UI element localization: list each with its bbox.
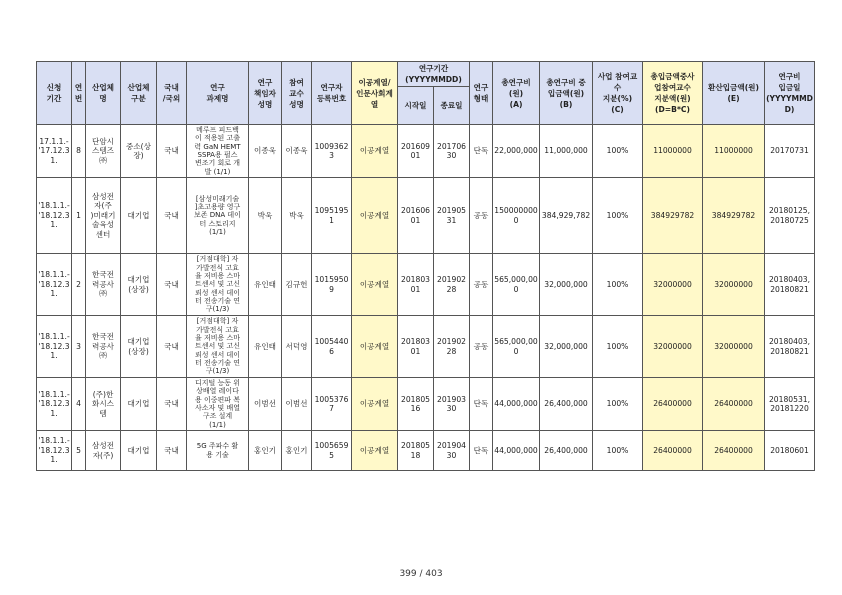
- row-pi: 박욱: [249, 178, 282, 254]
- row-converted: 26400000: [703, 378, 765, 431]
- row-field: 이공계열: [352, 178, 398, 254]
- row-start: 201805 18: [398, 431, 434, 471]
- row-prof: 박욱: [282, 178, 312, 254]
- header-no: 연 번: [72, 62, 86, 125]
- row-industry-type: 대기업 (상장): [121, 254, 157, 316]
- row-industry-name: 삼성전 자(주 )미래기 술육성 센터: [86, 178, 121, 254]
- row-industry-name: 삼성전 자(주): [86, 431, 121, 471]
- table-row: [37, 125, 815, 178]
- header-period: 신청 기간: [37, 62, 72, 125]
- row-project: [거점대학] 자 가발전식 고효 율 저비용 스마 트센서 및 고신 뢰성 센서 데이 터 전송기술 연 구(1/3): [187, 316, 249, 378]
- row-start: 201803 01: [398, 316, 434, 378]
- row-industry-name: (주)한 화시스 템: [86, 378, 121, 431]
- row-prof: 이종욱: [282, 125, 312, 178]
- row-period: '18.1.1.- '18.12.3 1.: [37, 178, 72, 254]
- row-industry-type: 대기업: [121, 378, 157, 431]
- row-prof: 이범선: [282, 378, 312, 431]
- row-start: 201805 16: [398, 378, 434, 431]
- row-form: 단독: [470, 378, 493, 431]
- row-end: 201706 30: [434, 125, 470, 178]
- row-project: 디지털 능동 위 상배열 레이다 용 이중편파 복 사소자 및 배열 구조 설계 (1/1): [187, 378, 249, 431]
- header-end: 종료일: [434, 87, 470, 125]
- row-end: 201902 28: [434, 316, 470, 378]
- row-share: 26400000: [643, 378, 703, 431]
- row-start: 201606 01: [398, 178, 434, 254]
- row-industry-type: 대기업 (상장): [121, 316, 157, 378]
- row-total: 44,000,000: [493, 431, 540, 471]
- row-share: 384929782: [643, 178, 703, 254]
- row-no: 3: [72, 316, 86, 378]
- row-reg-no: 1005659 5: [312, 431, 352, 471]
- row-pi: 유인태: [249, 316, 282, 378]
- row-field: 이공계열: [352, 316, 398, 378]
- header-project: 연구 과제명: [187, 62, 249, 125]
- row-prof: 홍인기: [282, 431, 312, 471]
- header-prof: 참여 교수 성명: [282, 62, 312, 125]
- row-prof: 서덕영: [282, 316, 312, 378]
- row-field: 이공계열: [352, 431, 398, 471]
- header-total: 총연구비 (원) (A): [493, 62, 540, 125]
- row-end: 201902 28: [434, 254, 470, 316]
- row-form: 공동: [470, 254, 493, 316]
- row-domestic: 국내: [157, 378, 187, 431]
- row-converted: 11000000: [703, 125, 765, 178]
- row-deposit-date: 20170731: [765, 125, 815, 178]
- row-pi: 이종욱: [249, 125, 282, 178]
- header-converted: 환산입금액(원) (E): [703, 62, 765, 125]
- row-ratio: 100%: [593, 316, 643, 378]
- row-industry-type: 대기업: [121, 178, 157, 254]
- row-prof: 김규헌: [282, 254, 312, 316]
- page-number: 399 / 403: [399, 569, 443, 579]
- row-no: 4: [72, 378, 86, 431]
- row-industry-name: 한국전 력공사 ㈜: [86, 316, 121, 378]
- row-ratio: 100%: [593, 125, 643, 178]
- row-deposit-date: 20180531, 20181220: [765, 378, 815, 431]
- row-total-income: 384,929,782: [540, 178, 593, 254]
- header-form: 연구 형태: [470, 62, 493, 125]
- row-ratio: 100%: [593, 378, 643, 431]
- row-project: [삼성미래기술 ]초고용량 영구 보존 DNA 데이 터 스토리지 (1/1): [187, 178, 249, 254]
- table-row: [37, 378, 815, 431]
- row-industry-name: 한국전 력공사 ㈜: [86, 254, 121, 316]
- row-end: 201905 31: [434, 178, 470, 254]
- row-industry-type: 중소(상 장): [121, 125, 157, 178]
- row-reg-no: 1009362 3: [312, 125, 352, 178]
- row-no: 1: [72, 178, 86, 254]
- row-start: 201609 01: [398, 125, 434, 178]
- row-project: 메루프 피드백 이 적용된 고출 력 GaN HEMT SSPA용 펄스 변조기 회로 개 발 (1/1): [187, 125, 249, 178]
- row-form: 단독: [470, 125, 493, 178]
- row-pi: 유인태: [249, 254, 282, 316]
- row-converted: 32000000: [703, 316, 765, 378]
- row-deposit-date: 20180403, 20180821: [765, 254, 815, 316]
- row-converted: 32000000: [703, 254, 765, 316]
- row-total-income: 26,400,000: [540, 378, 593, 431]
- row-deposit-date: 20180403, 20180821: [765, 316, 815, 378]
- header-industry-type: 산업체 구분: [121, 62, 157, 125]
- row-domestic: 국내: [157, 254, 187, 316]
- row-form: 단독: [470, 431, 493, 471]
- row-total-income: 32,000,000: [540, 254, 593, 316]
- row-project: 5G 주파수 활 용 기술: [187, 431, 249, 471]
- row-ratio: 100%: [593, 178, 643, 254]
- header-share: 총입금액중사 업참여교수 지분액(원) (D=B*C): [643, 62, 703, 125]
- row-share: 32000000: [643, 316, 703, 378]
- row-end: 201903 30: [434, 378, 470, 431]
- row-ratio: 100%: [593, 254, 643, 316]
- header-pi: 연구 책임자 성명: [249, 62, 282, 125]
- row-total-income: 11,000,000: [540, 125, 593, 178]
- header-field: 이공계열/ 인문사회계 열: [352, 62, 398, 125]
- header-domestic: 국내 /국외: [157, 62, 187, 125]
- row-total-income: 26,400,000: [540, 431, 593, 471]
- row-total: 22,000,000: [493, 125, 540, 178]
- row-domestic: 국내: [157, 316, 187, 378]
- row-field: 이공계열: [352, 254, 398, 316]
- row-domestic: 국내: [157, 178, 187, 254]
- header-total-income: 총연구비 중 입금액(원) (B): [540, 62, 593, 125]
- row-reg-no: 1005376 7: [312, 378, 352, 431]
- row-deposit-date: 20180125, 20180725: [765, 178, 815, 254]
- header-research-period: 연구기간 (YYYYMMDD): [398, 62, 470, 87]
- row-form: 공동: [470, 316, 493, 378]
- row-deposit-date: 20180601: [765, 431, 815, 471]
- row-share: 26400000: [643, 431, 703, 471]
- row-share: 11000000: [643, 125, 703, 178]
- row-no: 8: [72, 125, 86, 178]
- row-domestic: 국내: [157, 125, 187, 178]
- row-total: 44,000,000: [493, 378, 540, 431]
- row-share: 32000000: [643, 254, 703, 316]
- row-reg-no: 1095195 1: [312, 178, 352, 254]
- row-industry-type: 대기업: [121, 431, 157, 471]
- row-total: 150000000 0: [493, 178, 540, 254]
- row-pi: 홍인기: [249, 431, 282, 471]
- row-reg-no: 1015950 9: [312, 254, 352, 316]
- row-no: 5: [72, 431, 86, 471]
- table-row: [37, 254, 815, 316]
- table-row: [37, 178, 815, 254]
- row-converted: 26400000: [703, 431, 765, 471]
- row-no: 2: [72, 254, 86, 316]
- table-row: [37, 316, 815, 378]
- row-field: 이공계열: [352, 125, 398, 178]
- row-field: 이공계열: [352, 378, 398, 431]
- research-fund-table: [36, 61, 815, 471]
- row-reg-no: 1005440 6: [312, 316, 352, 378]
- table-row: [37, 431, 815, 471]
- row-end: 201904 30: [434, 431, 470, 471]
- row-ratio: 100%: [593, 431, 643, 471]
- header-deposit-date: 연구비 입금일 (YYYYMMDD): [765, 62, 815, 125]
- header-reg-no: 연구자 등록번호: [312, 62, 352, 125]
- header-ratio: 사업 참여교 수 지분(%) (C): [593, 62, 643, 125]
- row-period: '18.1.1.- '18.12.3 1.: [37, 431, 72, 471]
- header-start: 시작일: [398, 87, 434, 125]
- row-project: [거점대학] 자 가발전식 고효 율 저비용 스마 트센서 및 고신 뢰성 센서 데이 터 전송기술 연 구(1/3): [187, 254, 249, 316]
- row-pi: 이범선: [249, 378, 282, 431]
- row-total: 565,000,00 0: [493, 254, 540, 316]
- row-period: '18.1.1.- '18.12.3 1.: [37, 378, 72, 431]
- header-industry-name: 산업체 명: [86, 62, 121, 125]
- row-domestic: 국내: [157, 431, 187, 471]
- row-total: 565,000,00 0: [493, 316, 540, 378]
- row-industry-name: 단암시 스템즈 ㈜: [86, 125, 121, 178]
- row-start: 201803 01: [398, 254, 434, 316]
- row-period: '18.1.1.- '18.12.3 1.: [37, 316, 72, 378]
- row-period: '18.1.1.- '18.12.3 1.: [37, 254, 72, 316]
- row-period: 17.1.1.- '17.12.3 1.: [37, 125, 72, 178]
- row-total-income: 32,000,000: [540, 316, 593, 378]
- row-form: 공동: [470, 178, 493, 254]
- row-converted: 384929782: [703, 178, 765, 254]
